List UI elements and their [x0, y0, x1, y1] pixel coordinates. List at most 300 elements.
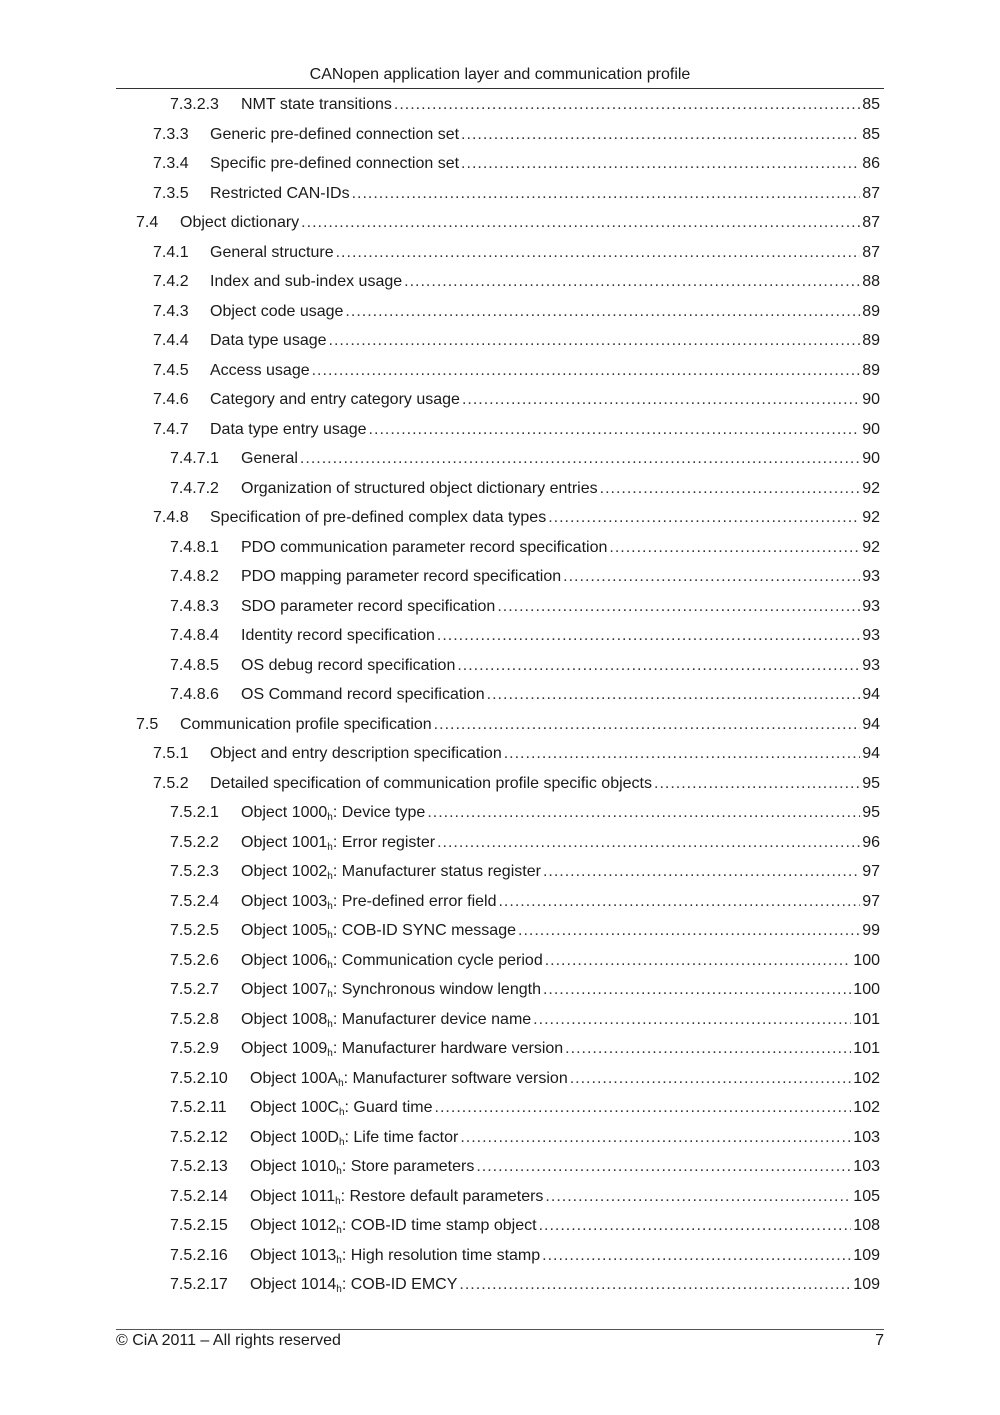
- dot-leader: [542, 1241, 851, 1271]
- toc-entry-line: [210, 149, 880, 179]
- toc-entry-number: 7.5.2.3: [170, 863, 219, 880]
- toc-entry-title: [241, 1005, 531, 1035]
- toc-entry-page: 89: [862, 332, 880, 349]
- toc-entry-line: [241, 946, 880, 976]
- toc-entry-line: [210, 769, 880, 799]
- dot-leader: [434, 710, 860, 740]
- dot-leader: [600, 474, 860, 504]
- toc-entry-line: [241, 592, 880, 622]
- toc-entry-page: 101: [853, 1010, 880, 1028]
- dot-leader: [437, 828, 860, 858]
- toc-entry-number: 7.4.2: [153, 273, 189, 290]
- toc-entry[interactable]: [0, 149, 1000, 179]
- toc-entry-title: [250, 1152, 474, 1182]
- object-index: Object 100D: [250, 1128, 339, 1146]
- toc-entry-title: NMT state transitions: [241, 96, 392, 113]
- object-index: Object 1011: [250, 1187, 336, 1205]
- object-description: : Device type: [332, 804, 426, 821]
- toc-entry-title: [241, 946, 543, 976]
- hex-subscript: h: [338, 1107, 345, 1118]
- toc-entry-page: 105: [853, 1187, 880, 1205]
- toc-entry-title: PDO communication parameter record specification: [241, 538, 608, 556]
- toc-entry-page: 103: [853, 1158, 880, 1175]
- toc-entry[interactable]: [0, 857, 1000, 887]
- dot-leader: [609, 533, 860, 563]
- toc-entry[interactable]: [0, 1123, 1000, 1153]
- toc-entry-title: General: [241, 450, 298, 467]
- object-description: : Store parameters: [341, 1158, 475, 1175]
- toc-entry-page: 90: [862, 450, 880, 467]
- toc-entry-page: 93: [862, 656, 880, 674]
- hex-subscript: h: [327, 989, 333, 1000]
- toc-entry-title: Category and entry category usage: [210, 391, 460, 408]
- dot-leader: [369, 415, 860, 445]
- toc-entry-page: 88: [862, 273, 880, 290]
- toc-entry-title: Data type usage: [210, 332, 327, 349]
- dot-leader: [461, 120, 860, 150]
- dot-leader: [329, 326, 860, 356]
- toc-entry-number: 7.5.2.15: [170, 1217, 228, 1234]
- dot-leader: [461, 149, 860, 179]
- toc-entry-number: 7.5.2.12: [170, 1128, 228, 1146]
- toc-entry-number: 7.4.5: [153, 361, 189, 379]
- object-description: : Communication cycle period: [332, 951, 543, 969]
- toc-entry-number: 7.5.2.5: [170, 922, 219, 939]
- object-index: Object 1001: [241, 833, 328, 851]
- dot-leader: [462, 385, 860, 415]
- dot-leader: [497, 592, 860, 622]
- hex-subscript: h: [336, 1166, 342, 1177]
- toc-entry[interactable]: [0, 356, 1000, 386]
- toc-entry-title: Access usage: [210, 361, 310, 379]
- toc-entry-page: 90: [862, 420, 880, 438]
- object-description: : Synchronous window length: [332, 981, 541, 998]
- toc-entry-number: 7.4.1: [153, 243, 189, 261]
- toc-entry-page: 108: [853, 1217, 880, 1234]
- toc-entry-number: 7.5.2.9: [170, 1040, 219, 1057]
- toc-entry-page: 90: [862, 391, 880, 408]
- toc-entry-title: [241, 798, 425, 828]
- object-index: Object 1012: [250, 1217, 337, 1234]
- toc-entry-page: 101: [853, 1040, 880, 1057]
- toc-entry[interactable]: [0, 975, 1000, 1005]
- toc-entry-page: 93: [862, 627, 880, 644]
- object-description: : Pre-defined error field: [332, 892, 497, 910]
- hex-subscript: h: [338, 1136, 345, 1148]
- toc-entry-title: [241, 975, 541, 1005]
- dot-leader: [404, 267, 860, 297]
- object-description: : Life time factor: [344, 1128, 459, 1146]
- toc-entry[interactable]: [0, 1182, 1000, 1212]
- toc-entry-line: [241, 798, 880, 828]
- toc-entry-number: 7.5.2.6: [170, 951, 219, 969]
- hex-subscript: h: [327, 812, 333, 823]
- page-number: 7: [875, 1332, 884, 1349]
- toc-entry[interactable]: [0, 916, 1000, 946]
- toc-entry-line: [210, 415, 880, 445]
- object-description: : High resolution time stamp: [341, 1246, 541, 1264]
- toc-entry-page: 89: [862, 361, 880, 379]
- hex-subscript: h: [327, 1018, 333, 1030]
- toc-entry-title: [241, 857, 541, 887]
- toc-entry-title: Restricted CAN-IDs: [210, 184, 350, 202]
- toc-entry-line: [241, 680, 880, 710]
- toc-entry[interactable]: [0, 208, 1000, 238]
- hex-subscript: h: [336, 1225, 342, 1236]
- dot-leader: [498, 887, 860, 917]
- toc-entry-number: 7.4.8.5: [170, 656, 219, 674]
- toc-entry-number: 7.3.5: [153, 184, 189, 202]
- toc-entry-line: [210, 238, 880, 268]
- toc-entry-title: [250, 1211, 537, 1241]
- toc-entry-line: [210, 179, 880, 209]
- object-index: Object 1006: [241, 951, 328, 969]
- dot-leader: [437, 621, 860, 651]
- toc-entry-page: 97: [862, 863, 880, 880]
- toc-entry-page: 94: [862, 715, 880, 733]
- dot-leader: [504, 739, 860, 769]
- toc-entry-line: [180, 710, 880, 740]
- dot-leader: [460, 1123, 851, 1153]
- toc-entry[interactable]: [0, 828, 1000, 858]
- object-index: Object 1003: [241, 892, 328, 910]
- toc-entry-line: [250, 1152, 880, 1182]
- dot-leader: [312, 356, 860, 386]
- toc-entry[interactable]: [0, 592, 1000, 622]
- toc-entry-number: 7.4.7.1: [170, 450, 219, 467]
- toc-entry-title: Generic pre-defined connection set: [210, 125, 460, 143]
- object-description: : Manufacturer hardware version: [332, 1040, 564, 1057]
- toc-entry-number: 7.5.2.4: [170, 892, 219, 910]
- dot-leader: [570, 1064, 852, 1094]
- toc-entry-title: General structure: [210, 243, 334, 261]
- toc-entry[interactable]: [0, 238, 1000, 268]
- toc-entry-page: 86: [862, 155, 880, 172]
- toc-entry[interactable]: [0, 385, 1000, 415]
- toc-entry-line: [241, 1034, 880, 1064]
- object-description: : COB-ID EMCY: [341, 1276, 458, 1293]
- toc-entry-page: 100: [853, 951, 880, 969]
- object-description: : Manufacturer device name: [332, 1010, 532, 1028]
- dot-leader: [543, 857, 860, 887]
- toc-entry[interactable]: [0, 651, 1000, 681]
- object-description: : COB-ID time stamp object: [341, 1217, 537, 1234]
- dot-leader: [539, 1211, 852, 1241]
- toc-entry-line: [250, 1123, 880, 1153]
- toc-entry[interactable]: [0, 297, 1000, 327]
- toc-entry-number: 7.5.2.13: [170, 1158, 228, 1175]
- object-description: : Error register: [332, 833, 436, 851]
- toc-entry-line: [241, 621, 880, 651]
- dot-leader: [563, 562, 860, 592]
- toc-entry-line: [241, 90, 880, 120]
- object-index: Object 1000: [241, 804, 328, 821]
- toc-entry-number: 7.5.2.14: [170, 1187, 228, 1205]
- toc-entry-page: 96: [862, 833, 880, 851]
- hex-subscript: h: [327, 841, 333, 853]
- toc-entry-page: 85: [862, 125, 880, 143]
- dot-leader: [435, 1093, 852, 1123]
- page-footer: [116, 1329, 884, 1352]
- toc-entry-number: 7.3.2.3: [170, 96, 219, 113]
- toc-entry[interactable]: [0, 769, 1000, 799]
- toc-entry-line: [250, 1270, 880, 1300]
- hex-subscript: h: [327, 959, 333, 971]
- toc-entry-line: [241, 887, 880, 917]
- toc-entry-page: 92: [862, 479, 880, 497]
- object-index: Object 1014: [250, 1276, 337, 1293]
- toc-entry-number: 7.4.8.2: [170, 568, 219, 585]
- toc-entry-title: [250, 1064, 568, 1094]
- toc-entry[interactable]: [0, 326, 1000, 356]
- toc-entry-number: 7.5.2.2: [170, 833, 219, 851]
- toc-entry[interactable]: [0, 1005, 1000, 1035]
- toc-entry-page: 109: [853, 1246, 880, 1264]
- object-index: Object 1007: [241, 981, 328, 998]
- dot-leader: [476, 1152, 851, 1182]
- toc-entry-line: [241, 651, 880, 681]
- object-description: : Guard time: [344, 1099, 433, 1116]
- toc-entry-line: [241, 1005, 880, 1035]
- toc-entry-title: OS debug record specification: [241, 656, 456, 674]
- toc-entry-line: [250, 1064, 880, 1094]
- toc-entry-page: 94: [862, 686, 880, 703]
- toc-entry-number: 7.4.8.6: [170, 686, 219, 703]
- toc-entry-title: [250, 1241, 540, 1271]
- toc-entry-number: 7.5.2.16: [170, 1246, 228, 1264]
- toc-entry-number: 7.5: [136, 715, 159, 733]
- hex-subscript: h: [327, 930, 333, 941]
- toc-entry[interactable]: [0, 120, 1000, 150]
- toc-entry[interactable]: [0, 680, 1000, 710]
- page-header: [116, 62, 884, 89]
- toc-entry[interactable]: [0, 1034, 1000, 1064]
- toc-entry-number: 7.4.7: [153, 420, 189, 438]
- toc-entry[interactable]: [0, 179, 1000, 209]
- toc-entry-title: [241, 916, 516, 946]
- toc-entry-line: [210, 267, 880, 297]
- toc-entry-page: 92: [862, 538, 880, 556]
- hex-subscript: h: [336, 1254, 342, 1266]
- toc-entry-line: [210, 739, 880, 769]
- dot-leader: [518, 916, 860, 946]
- toc-entry-line: [180, 208, 880, 238]
- toc-entry-number: 7.4.8.1: [170, 538, 219, 556]
- object-index: Object 1013: [250, 1246, 337, 1264]
- toc-entry-page: 99: [862, 922, 880, 939]
- toc-entry-page: 95: [862, 804, 880, 821]
- toc-entry-page: 85: [862, 96, 880, 113]
- toc-entry-title: Object code usage: [210, 302, 344, 320]
- toc-entry-title: Identity record specification: [241, 627, 435, 644]
- dot-leader: [548, 503, 860, 533]
- toc-entry-title: OS Command record specification: [241, 686, 485, 703]
- toc-entry-line: [210, 120, 880, 150]
- toc-entry-line: [250, 1182, 880, 1212]
- toc-entry-page: 95: [862, 774, 880, 792]
- toc-entry-title: [241, 828, 435, 858]
- hex-subscript: h: [327, 871, 333, 882]
- hex-subscript: h: [338, 1077, 344, 1089]
- toc-entry-page: 93: [862, 568, 880, 585]
- toc-entry-number: 7.4.6: [153, 391, 189, 408]
- toc-entry[interactable]: [0, 1093, 1000, 1123]
- dot-leader: [533, 1005, 851, 1035]
- toc-entry-line: [241, 916, 880, 946]
- toc-entry-number: 7.3.3: [153, 125, 189, 143]
- toc-entry-title: Object dictionary: [180, 214, 300, 231]
- object-index: Object 1002: [241, 863, 328, 880]
- toc-entry-number: 7.5.2.7: [170, 981, 219, 998]
- dot-leader: [545, 1182, 851, 1212]
- toc-entry-number: 7.5.2: [153, 774, 189, 792]
- toc-entry-title: Object and entry description specification: [210, 745, 502, 762]
- toc-entry-title: SDO parameter record specification: [241, 597, 496, 615]
- toc-entry-page: 97: [862, 892, 880, 910]
- toc-entry[interactable]: [0, 710, 1000, 740]
- object-description: : Manufacturer status register: [332, 863, 541, 880]
- toc-entry-number: 7.5.2.11: [170, 1099, 227, 1116]
- toc-entry[interactable]: [0, 798, 1000, 828]
- toc-entry[interactable]: [0, 533, 1000, 563]
- object-index: Object 100C: [250, 1099, 339, 1116]
- toc-entry-line: [210, 356, 880, 386]
- toc-entry-title: [250, 1093, 433, 1123]
- dot-leader: [301, 208, 860, 238]
- dot-leader: [300, 444, 860, 474]
- hex-subscript: h: [327, 1048, 333, 1059]
- toc-entry-line: [250, 1093, 880, 1123]
- dot-leader: [427, 798, 860, 828]
- dot-leader: [394, 90, 860, 120]
- object-index: Object 100A: [250, 1069, 339, 1087]
- toc-entry-number: 7.3.4: [153, 155, 189, 172]
- dot-leader: [352, 179, 860, 209]
- toc-entry[interactable]: [0, 1270, 1000, 1300]
- toc-entry-number: 7.4.4: [153, 332, 189, 349]
- toc-entry[interactable]: [0, 474, 1000, 504]
- dot-leader: [545, 946, 852, 976]
- toc-entry-page: 100: [853, 981, 880, 998]
- toc-entry-line: [241, 975, 880, 1005]
- toc-entry-page: 102: [853, 1069, 880, 1087]
- hex-subscript: h: [327, 900, 333, 912]
- hex-subscript: h: [335, 1195, 341, 1207]
- toc-entry-number: 7.5.2.8: [170, 1010, 219, 1028]
- toc-entry-line: [241, 533, 880, 563]
- object-description: : COB-ID SYNC message: [332, 922, 516, 939]
- object-description: : Manufacturer software version: [343, 1069, 568, 1087]
- toc-entry[interactable]: [0, 444, 1000, 474]
- toc-entry-line: [241, 857, 880, 887]
- toc-entry[interactable]: [0, 415, 1000, 445]
- toc-entry[interactable]: [0, 946, 1000, 976]
- toc-entry-page: 87: [862, 243, 880, 261]
- toc-entry-line: [210, 503, 880, 533]
- toc-entry-line: [250, 1241, 880, 1271]
- dot-leader: [457, 651, 860, 681]
- toc-entry-line: [250, 1211, 880, 1241]
- dot-leader: [459, 1270, 851, 1300]
- object-index: Object 1009: [241, 1040, 328, 1057]
- toc-entry-title: Specific pre-defined connection set: [210, 155, 460, 172]
- toc-entry-line: [241, 444, 880, 474]
- toc-entry-number: 7.5.2.17: [170, 1276, 228, 1293]
- toc-entry[interactable]: [0, 621, 1000, 651]
- toc-entry-line: [210, 385, 880, 415]
- toc-entry-page: 102: [853, 1099, 880, 1116]
- toc-entry-number: 7.4.8.3: [170, 597, 219, 615]
- toc-entry-page: 92: [862, 509, 880, 526]
- toc-entry-title: Communication profile specification: [180, 715, 432, 733]
- toc-entry-page: 93: [862, 597, 880, 615]
- toc-entry-title: [241, 1034, 563, 1064]
- toc-entry-page: 87: [862, 184, 880, 202]
- toc-entry-title: Specification of pre-defined complex data types: [210, 509, 547, 526]
- toc-entry-number: 7.5.1: [153, 745, 189, 762]
- toc-entry-number: 7.5.2.1: [170, 804, 219, 821]
- toc-entry-line: [210, 326, 880, 356]
- toc-entry-title: Organization of structured object dictionary entries: [241, 479, 598, 497]
- toc-entry-number: 7.4.7.2: [170, 479, 219, 497]
- toc-entry-number: 7.4: [136, 214, 159, 231]
- dot-leader: [565, 1034, 851, 1064]
- toc-entry-line: [210, 297, 880, 327]
- toc-entry[interactable]: [0, 267, 1000, 297]
- toc-entry[interactable]: [0, 887, 1000, 917]
- toc-entry[interactable]: [0, 739, 1000, 769]
- dot-leader: [336, 238, 860, 268]
- dot-leader: [345, 297, 860, 327]
- object-description: : Restore default parameters: [340, 1187, 544, 1205]
- toc-entry-title: Detailed specification of communication profile specific objects: [210, 774, 652, 792]
- toc-entry-title: Data type entry usage: [210, 420, 367, 438]
- document-title: CANopen application layer and communication profile: [309, 66, 691, 83]
- toc-entry[interactable]: [0, 1211, 1000, 1241]
- toc-entry-title: [250, 1270, 457, 1300]
- toc-entry-page: 94: [862, 745, 880, 762]
- toc-entry[interactable]: [0, 1241, 1000, 1271]
- toc-entry-number: 7.4.3: [153, 302, 189, 320]
- dot-leader: [654, 769, 860, 799]
- toc-entry-line: [241, 828, 880, 858]
- toc-entry-title: [241, 887, 496, 917]
- dot-leader: [543, 975, 851, 1005]
- toc-entry[interactable]: [0, 562, 1000, 592]
- toc-entry-page: 89: [862, 302, 880, 320]
- toc-entry-title: [250, 1123, 458, 1153]
- toc-entry-page: 87: [862, 214, 880, 231]
- toc-entry-page: 109: [853, 1276, 880, 1293]
- toc-entry-title: PDO mapping parameter record specification: [241, 568, 562, 585]
- toc-entry-number: 7.4.8: [153, 509, 189, 526]
- copyright-notice: © CiA 2011 – All rights reserved: [116, 1332, 341, 1349]
- dot-leader: [487, 680, 860, 710]
- toc-entry-line: [241, 474, 880, 504]
- toc-entry[interactable]: [0, 503, 1000, 533]
- object-index: Object 1008: [241, 1010, 328, 1028]
- toc-entry[interactable]: [0, 90, 1000, 120]
- object-index: Object 1010: [250, 1158, 337, 1175]
- toc-entry-title: Index and sub-index usage: [210, 273, 403, 290]
- object-index: Object 1005: [241, 922, 328, 939]
- toc-entry-number: 7.5.2.10: [170, 1069, 228, 1087]
- toc-entry-line: [241, 562, 880, 592]
- toc-entry-page: 103: [853, 1128, 880, 1146]
- toc-entry-number: 7.4.8.4: [170, 627, 219, 644]
- toc-entry[interactable]: [0, 1152, 1000, 1182]
- toc-entry[interactable]: [0, 1064, 1000, 1094]
